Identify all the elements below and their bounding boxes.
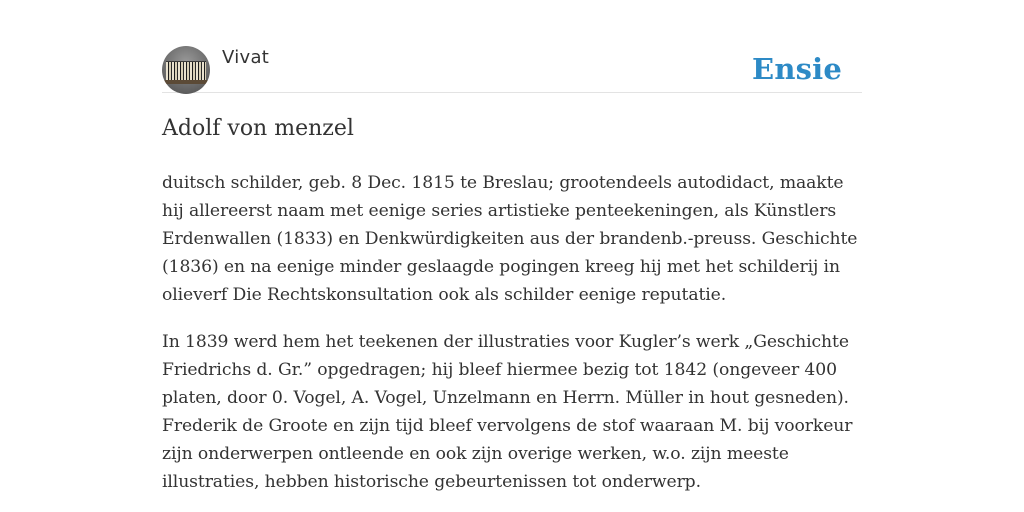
paragraph: duitsch schilder, geb. 8 Dec. 1815 te Breslau; grootendeels autodidact, maakte hij allereerst naam met eenige series artistieke penteekeningen, als Künstlers Erdenwallen (1833) en Denkwürdigkeiten aus der brandenb.-preuss. Geschichte (1836) en na eenige minder geslaagde pogingen kreeg hij met het schilderij in olieverf Die Rechtskonsultation ook als schilder eenige reputatie. (162, 173, 858, 305)
brand-logo[interactable]: Ensie (752, 52, 842, 86)
article-body (162, 169, 862, 512)
paragraph: In 1839 werd hem het teekenen der illustraties voor Kugler’s werk „Geschichte Friedrichs d. Gr.” opgedragen; hij bleef hiermee bezig tot 1842 (ongeveer 400 platen, door 0. Vogel, A. Vogel, Unzelmann en Herrn. Müller in hout gesneden). Frederik de Groote en zijn tijd bleef vervolgens de stof waaraan M. bij voorkeur zijn onderwerpen ontleende en ook zijn overige werken, w.o. zijn meeste illustraties, hebben historische gebeurtenissen tot onderwerp. (162, 332, 853, 492)
bookshelf-image (166, 62, 206, 80)
page-container (162, 0, 862, 512)
shelf-image (162, 80, 210, 84)
page-header (162, 46, 862, 93)
page-title: Adolf von menzel (162, 116, 354, 141)
avatar[interactable] (162, 46, 210, 94)
author-name[interactable]: Vivat (222, 47, 270, 68)
